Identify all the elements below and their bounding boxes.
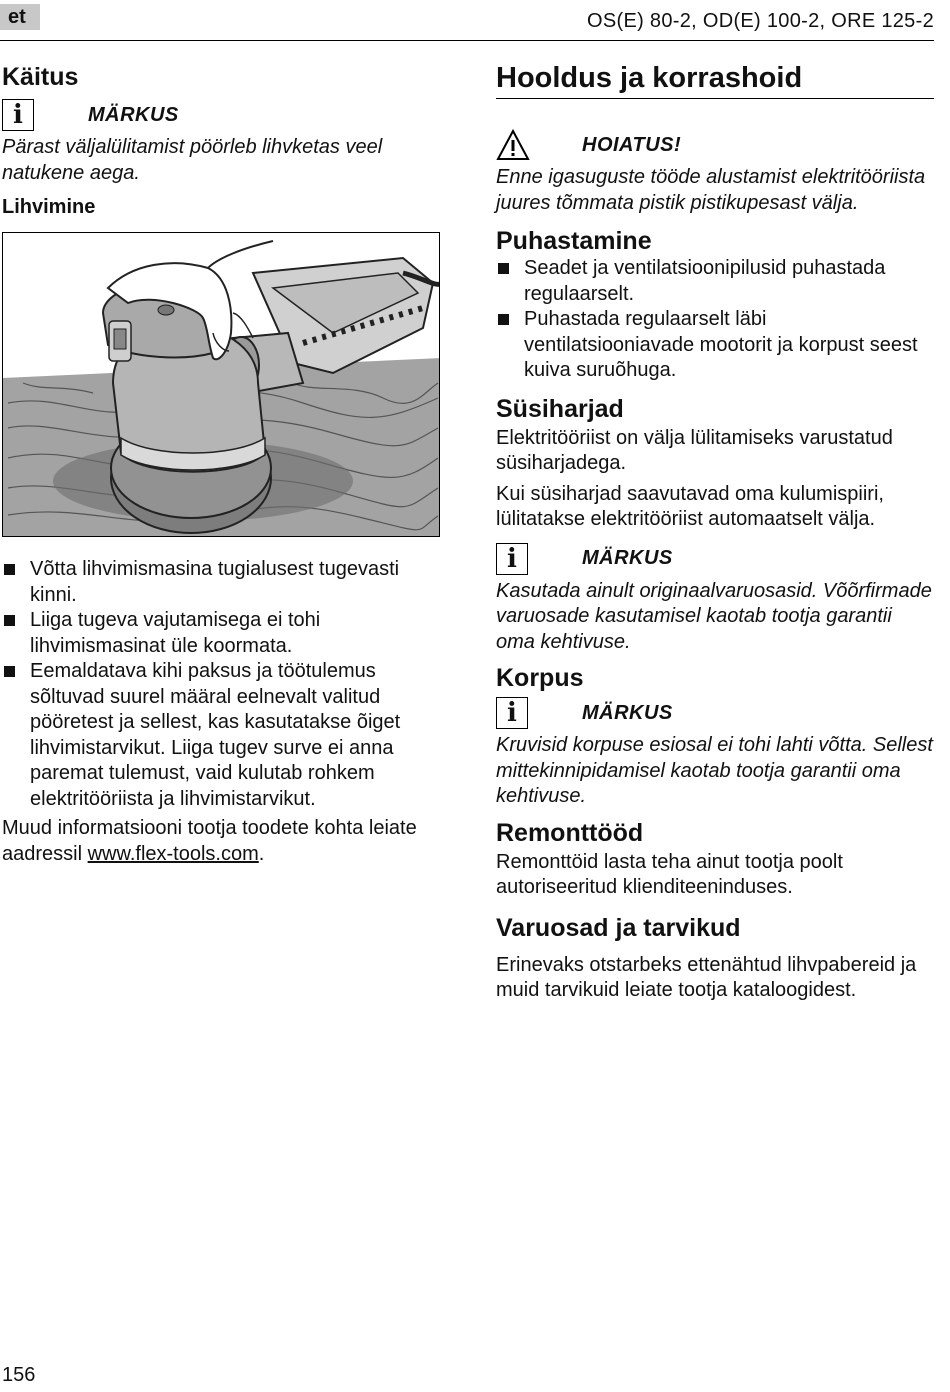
note-text: Pärast väljalülitamist pöörleb lihvketas veel natukene aega. (2, 136, 383, 184)
section-title-maintenance: Hooldus ja korrashoid (496, 62, 803, 94)
note-label: MÄRKUS (582, 547, 673, 569)
note-header (496, 541, 934, 577)
page-number: 156 (2, 1364, 36, 1386)
sander-illustration (2, 232, 440, 537)
brushes-paragraph-1: Elektritööriist on välja lülitamiseks varustatud süsiharjadega. (496, 426, 893, 474)
info-paragraph (2, 816, 432, 867)
section-title-operation: Käitus (2, 63, 79, 91)
repairs-text: Remonttöid lasta teha ainut tootja poolt autoriseeritud klienditeeninduses. (496, 850, 843, 898)
language-tab: et (0, 4, 40, 30)
note-label: MÄRKUS (88, 103, 179, 126)
warning-label: HOIATUS! (582, 133, 682, 156)
info-text: Muud informatsiooni tootja toodete kohta leiate aadressil (2, 817, 417, 865)
sanding-bullet-list (2, 557, 440, 812)
subsection-sanding: Lihvimine (2, 196, 96, 218)
model-header: OS(E) 80-2, OD(E) 100-2, ORE 125-2 (587, 10, 934, 32)
header-divider (0, 40, 934, 41)
list-item: Puhastada regulaarselt läbi ventilatsiooniavade mootorit ja korpust seest kuiva suruõhuga. (496, 307, 934, 384)
info-icon: i (2, 99, 34, 131)
note-header (2, 97, 440, 133)
warning-text: Enne igasuguste tööde alustamist elektritööriista juures tõmmata pistik pistikupesast välja. (496, 166, 926, 214)
brushes-paragraph-2: Kui süsiharjad saavutavad oma kulumispiiri, lülitatakse elektritööriist automaatselt välja. (496, 482, 884, 530)
title-underline (496, 98, 934, 99)
subsection-cleaning: Puhastamine (496, 227, 652, 255)
list-item: Seadet ja ventilatsioonipilusid puhastada regulaarselt. (496, 256, 934, 307)
info-end: . (258, 842, 265, 865)
list-item: Võtta lihvimismasina tugialusest tugevasti kinni. (2, 557, 440, 608)
subsection-carbon-brushes: Süsiharjad (496, 394, 624, 423)
info-icon: i (496, 543, 528, 575)
right-column (496, 60, 934, 1004)
subsection-housing: Korpus (496, 664, 584, 692)
note-text: Kasutada ainult originaalvaruosasid. Võõrfirmade varuosade kasutamisel kaotab tootja garantii oma kehtivuse. (496, 579, 932, 653)
info-icon: i (496, 697, 528, 729)
warning-header (496, 127, 934, 163)
cleaning-bullet-list (496, 256, 934, 384)
warning-icon (496, 129, 530, 161)
left-column (2, 60, 440, 867)
note-text: Kruvisid korpuse esiosal ei tohi lahti võtta. Sellest mittekinnipidamisel kaotab tootja garantii oma kehtivuse. (496, 734, 933, 807)
spare-parts-text: Erinevaks otstarbeks ettenähtud lihvpabereid ja muid tarvikuid leiate tootja kataloogidest. (496, 953, 917, 1001)
list-item: Liiga tugeva vajutamisega ei tohi lihvimismasinat üle koormata. (2, 608, 440, 659)
website-link[interactable]: www.flex-tools.com (87, 842, 259, 865)
orbital-sander-image (3, 233, 440, 537)
subsection-repairs: Remonttööd (496, 818, 644, 847)
list-item: Eemaldatava kihi paksus ja töötulemus sõltuvad suurel määral eelnevalt valitud pööretest ja sellest, kas kasutatakse õiget lihvimistarvikut. Liiga tugev surve ei anna paremat tulemust, vaid kulutab rohkem elektritööriista ja lihvimistarvikut. (2, 659, 440, 812)
subsection-spare-parts: Varuosad ja tarvikud (496, 913, 741, 942)
note-label: MÄRKUS (582, 701, 673, 724)
note-header (496, 695, 934, 731)
